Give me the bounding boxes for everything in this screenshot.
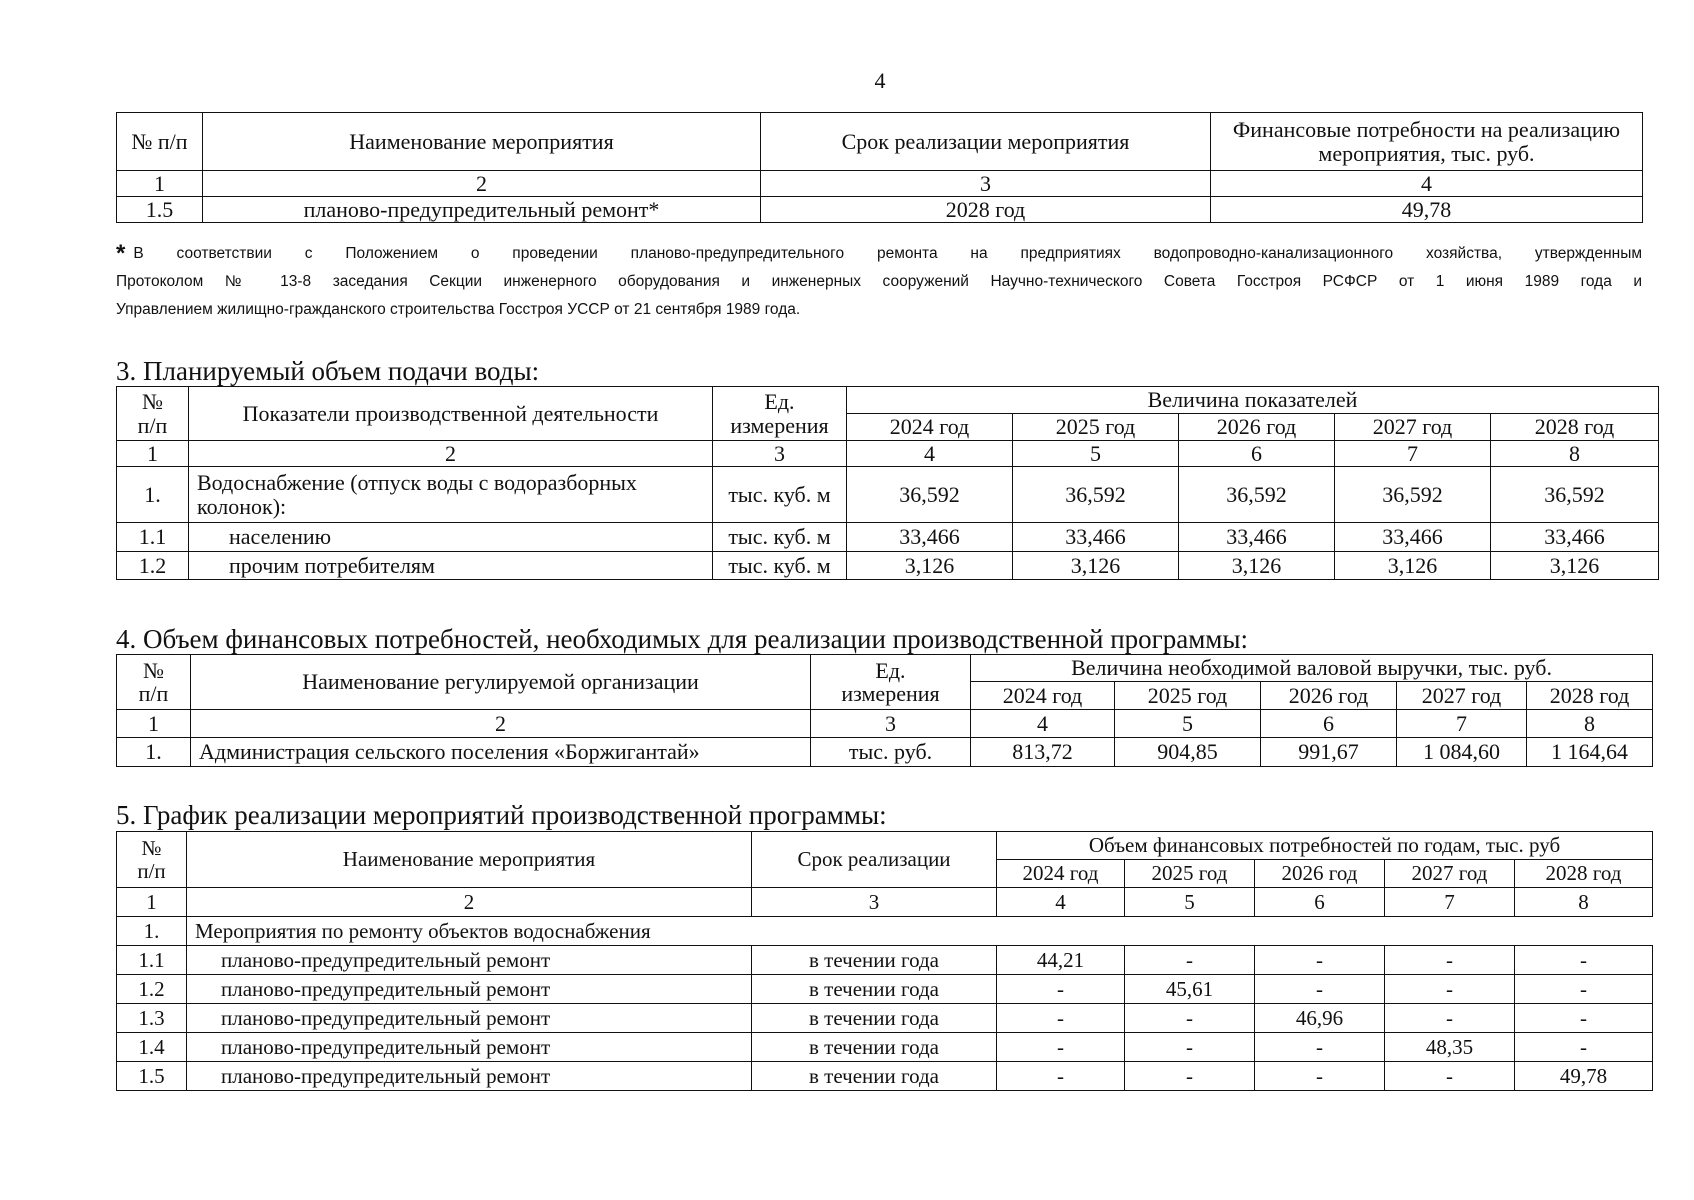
header-text: № <box>143 657 164 683</box>
table-cell: в течении года <box>752 1004 997 1033</box>
table-cell: 36,592 <box>1013 467 1179 523</box>
table-row <box>117 946 1653 975</box>
table-cell: 2 <box>189 441 713 467</box>
table-cell: прочим потребителям <box>189 552 713 580</box>
table-cell: 3,126 <box>1179 552 1335 580</box>
table-cell: тыс. руб. <box>811 738 971 767</box>
table-header-row <box>117 113 1643 171</box>
table-cell: 33,466 <box>1335 523 1491 552</box>
header-cell: Показатели производственной деятельности <box>189 387 713 441</box>
column-number-row <box>117 171 1643 197</box>
column-number-row <box>117 441 1659 467</box>
table-cell: - <box>1385 1062 1515 1091</box>
table-cell: 4 <box>971 710 1115 738</box>
footnote-line: Управлением жилищно-гражданского строительства Госстроя УССР от 21 сентября 1989 года. <box>116 301 801 318</box>
table-cell: 1 <box>117 710 191 738</box>
table-cell: 1 <box>117 171 203 197</box>
table-row <box>117 975 1653 1004</box>
table-cell: 3,126 <box>1491 552 1659 580</box>
header-cell: Наименование мероприятия <box>203 113 761 171</box>
table-cell: - <box>1125 1004 1255 1033</box>
header-text: п/п <box>138 681 169 706</box>
header-cell: Срок реализации мероприятия <box>761 113 1211 171</box>
table-cell: в течении года <box>752 1062 997 1091</box>
table-cell: 1. <box>117 738 191 767</box>
year-cell: 2024 год <box>847 414 1013 441</box>
table-cell: 36,592 <box>1491 467 1659 523</box>
table-cell: 1 164,64 <box>1527 738 1653 767</box>
table-cell: 1 084,60 <box>1397 738 1527 767</box>
measures-table <box>116 112 1643 223</box>
year-cell: 2028 год <box>1527 682 1653 710</box>
header-cell: Срок реализации <box>752 832 997 888</box>
table-cell: 7 <box>1397 710 1527 738</box>
table-cell: - <box>1515 946 1653 975</box>
table-cell: - <box>997 1004 1125 1033</box>
table-cell: 1.4 <box>117 1033 187 1062</box>
table-cell: 48,35 <box>1385 1033 1515 1062</box>
column-number-row <box>117 888 1653 917</box>
table-cell: 3 <box>761 171 1211 197</box>
header-text: Ед. <box>875 657 906 683</box>
table-cell: 1.5 <box>117 1062 187 1091</box>
table-cell: планово-предупредительный ремонт <box>187 1004 752 1033</box>
table-group-row <box>117 917 1653 946</box>
footnote-line: Протоколом № 13-8 заседания Секции инженерного оборудования и инженерных сооружений Научно-технического Совета Госстроя РСФСР от 1 июня 1989 года и <box>116 273 1642 290</box>
year-cell: 2028 год <box>1515 860 1653 888</box>
year-cell: 2027 год <box>1335 414 1491 441</box>
table-cell: планово-предупредительный ремонт <box>187 1062 752 1091</box>
year-cell: 2026 год <box>1255 860 1385 888</box>
header-cell: Величина необходимой валовой выручки, тыс. руб. <box>971 655 1653 682</box>
year-cell: 2027 год <box>1385 860 1515 888</box>
table-cell: 36,592 <box>847 467 1013 523</box>
table-cell: 6 <box>1179 441 1335 467</box>
table-cell: 8 <box>1491 441 1659 467</box>
table-row <box>117 467 1659 523</box>
table-cell: 1. <box>117 917 187 946</box>
header-cell <box>713 387 847 441</box>
table-cell: 1.1 <box>117 523 189 552</box>
table-cell: 5 <box>1125 888 1255 917</box>
table-cell: 6 <box>1261 710 1397 738</box>
table-cell: 2028 год <box>761 197 1211 223</box>
year-cell: 2028 год <box>1491 414 1659 441</box>
table-row <box>117 1062 1653 1091</box>
header-text: № <box>142 389 163 415</box>
table-cell: 5 <box>1013 441 1179 467</box>
table-cell: 1 <box>117 441 189 467</box>
table-cell: 1 <box>117 888 187 917</box>
table-cell: - <box>1125 1062 1255 1091</box>
table-cell: - <box>1385 975 1515 1004</box>
header-cell: Объем финансовых потребностей по годам, тыс. руб <box>997 832 1653 860</box>
table-cell: 33,466 <box>1491 523 1659 552</box>
table-cell: 813,72 <box>971 738 1115 767</box>
year-cell: 2027 год <box>1397 682 1527 710</box>
table-cell: - <box>1515 1033 1653 1062</box>
table-cell: 1.5 <box>117 197 203 223</box>
table-cell: тыс. куб. м <box>713 523 847 552</box>
year-cell: 2024 год <box>997 860 1125 888</box>
table-cell: - <box>997 975 1125 1004</box>
table-cell: 8 <box>1515 888 1653 917</box>
header-cell: Наименование мероприятия <box>187 832 752 888</box>
section-3-heading: 3. Планируемый объем подачи воды: <box>116 356 540 386</box>
table-cell: 33,466 <box>1013 523 1179 552</box>
table-cell: 1.1 <box>117 946 187 975</box>
table-cell: - <box>1515 1004 1653 1033</box>
header-text: измерения <box>730 412 829 438</box>
table-cell: Администрация сельского поселения «Боржигантай» <box>191 738 811 767</box>
header-cell <box>811 655 971 710</box>
header-cell <box>117 387 189 441</box>
footnote <box>116 240 1642 324</box>
table-cell: в течении года <box>752 946 997 975</box>
table-cell: населению <box>189 523 713 552</box>
table-cell: 2 <box>191 710 811 738</box>
table-cell: - <box>1385 1004 1515 1033</box>
table-header-row <box>117 655 1653 682</box>
table-cell: - <box>1125 946 1255 975</box>
table-cell: - <box>1255 1062 1385 1091</box>
year-cell: 2025 год <box>1013 414 1179 441</box>
table-cell: 3,126 <box>1013 552 1179 580</box>
header-cell: Наименование регулируемой организации <box>191 655 811 710</box>
year-cell: 2025 год <box>1125 860 1255 888</box>
table-cell: 49,78 <box>1515 1062 1653 1091</box>
year-cell: 2025 год <box>1115 682 1261 710</box>
table-cell: планово-предупредительный ремонт <box>187 946 752 975</box>
table-cell: 1. <box>117 467 189 523</box>
table-cell: 991,67 <box>1261 738 1397 767</box>
header-text: № <box>141 836 162 861</box>
table-cell: 1.2 <box>117 975 187 1004</box>
header-text: измерения <box>841 681 940 706</box>
table-cell: Мероприятия по ремонту объектов водоснабжения <box>187 917 1653 946</box>
table-cell: 1.2 <box>117 552 189 580</box>
header-cell: № п/п <box>117 113 203 171</box>
table-cell: 4 <box>847 441 1013 467</box>
table-cell: планово-предупредительный ремонт* <box>203 197 761 223</box>
table-cell: 5 <box>1115 710 1261 738</box>
table-cell: тыс. куб. м <box>713 467 847 523</box>
header-cell: Величина показателей <box>847 387 1659 414</box>
table-row <box>117 738 1653 767</box>
table-cell: 4 <box>997 888 1125 917</box>
water-supply-table <box>116 386 1659 580</box>
table-cell: 3,126 <box>1335 552 1491 580</box>
table-cell: - <box>1255 946 1385 975</box>
table-cell: в течении года <box>752 975 997 1004</box>
table-cell: 8 <box>1527 710 1653 738</box>
table-row <box>117 197 1643 223</box>
table-cell: планово-предупредительный ремонт <box>187 975 752 1004</box>
schedule-table <box>116 831 1653 1091</box>
section-4-heading: 4. Объем финансовых потребностей, необходимых для реализации производственной программы: <box>116 624 1249 654</box>
header-cell: Финансовые потребности на реализацию мероприятия, тыс. руб. <box>1211 113 1643 171</box>
table-cell: 3 <box>713 441 847 467</box>
table-cell: 7 <box>1335 441 1491 467</box>
table-row <box>117 552 1659 580</box>
year-cell: 2026 год <box>1261 682 1397 710</box>
table-cell: - <box>997 1062 1125 1091</box>
table-cell: 46,96 <box>1255 1004 1385 1033</box>
table-cell: - <box>1255 975 1385 1004</box>
table-cell: 904,85 <box>1115 738 1261 767</box>
table-cell: 36,592 <box>1335 467 1491 523</box>
table-cell: Водоснабжение (отпуск воды с водоразборных колонок): <box>189 467 713 523</box>
table-cell: в течении года <box>752 1033 997 1062</box>
table-cell: - <box>1385 946 1515 975</box>
table-cell: 3 <box>811 710 971 738</box>
table-cell: 44,21 <box>997 946 1125 975</box>
table-cell: 4 <box>1211 171 1643 197</box>
footnote-line: В соответствии с Положением о проведении планово-предупредительного ремонта на предприятиях водопроводно-канализационного хозяйства, утвержденным <box>133 245 1642 262</box>
table-cell: планово-предупредительный ремонт <box>187 1033 752 1062</box>
header-cell <box>117 655 191 710</box>
header-text: п/п <box>137 412 168 438</box>
table-cell: - <box>1255 1033 1385 1062</box>
table-cell: - <box>1125 1033 1255 1062</box>
section-5-heading: 5. График реализации мероприятий производственной программы: <box>116 800 887 830</box>
table-cell: - <box>1515 975 1653 1004</box>
table-cell: 36,592 <box>1179 467 1335 523</box>
table-header-row <box>117 832 1653 860</box>
header-text: Ед. <box>764 389 795 415</box>
table-cell: 2 <box>187 888 752 917</box>
table-cell: 49,78 <box>1211 197 1643 223</box>
table-row <box>117 523 1659 552</box>
table-cell: 45,61 <box>1125 975 1255 1004</box>
financial-needs-table <box>116 654 1653 767</box>
footnote-star: * <box>116 240 126 267</box>
year-cell: 2024 год <box>971 682 1115 710</box>
table-cell: 7 <box>1385 888 1515 917</box>
header-cell <box>117 832 187 888</box>
table-cell: 3 <box>752 888 997 917</box>
table-cell: тыс. куб. м <box>713 552 847 580</box>
table-cell: 33,466 <box>847 523 1013 552</box>
table-header-row <box>117 387 1659 414</box>
table-cell: 1.3 <box>117 1004 187 1033</box>
table-cell: 2 <box>203 171 761 197</box>
page-number: 4 <box>874 68 886 93</box>
year-cell: 2026 год <box>1179 414 1335 441</box>
column-number-row <box>117 710 1653 738</box>
table-cell: - <box>997 1033 1125 1062</box>
header-text: п/п <box>137 858 166 883</box>
table-row <box>117 1033 1653 1062</box>
table-cell: 3,126 <box>847 552 1013 580</box>
table-row <box>117 1004 1653 1033</box>
table-cell: 33,466 <box>1179 523 1335 552</box>
table-cell: 6 <box>1255 888 1385 917</box>
